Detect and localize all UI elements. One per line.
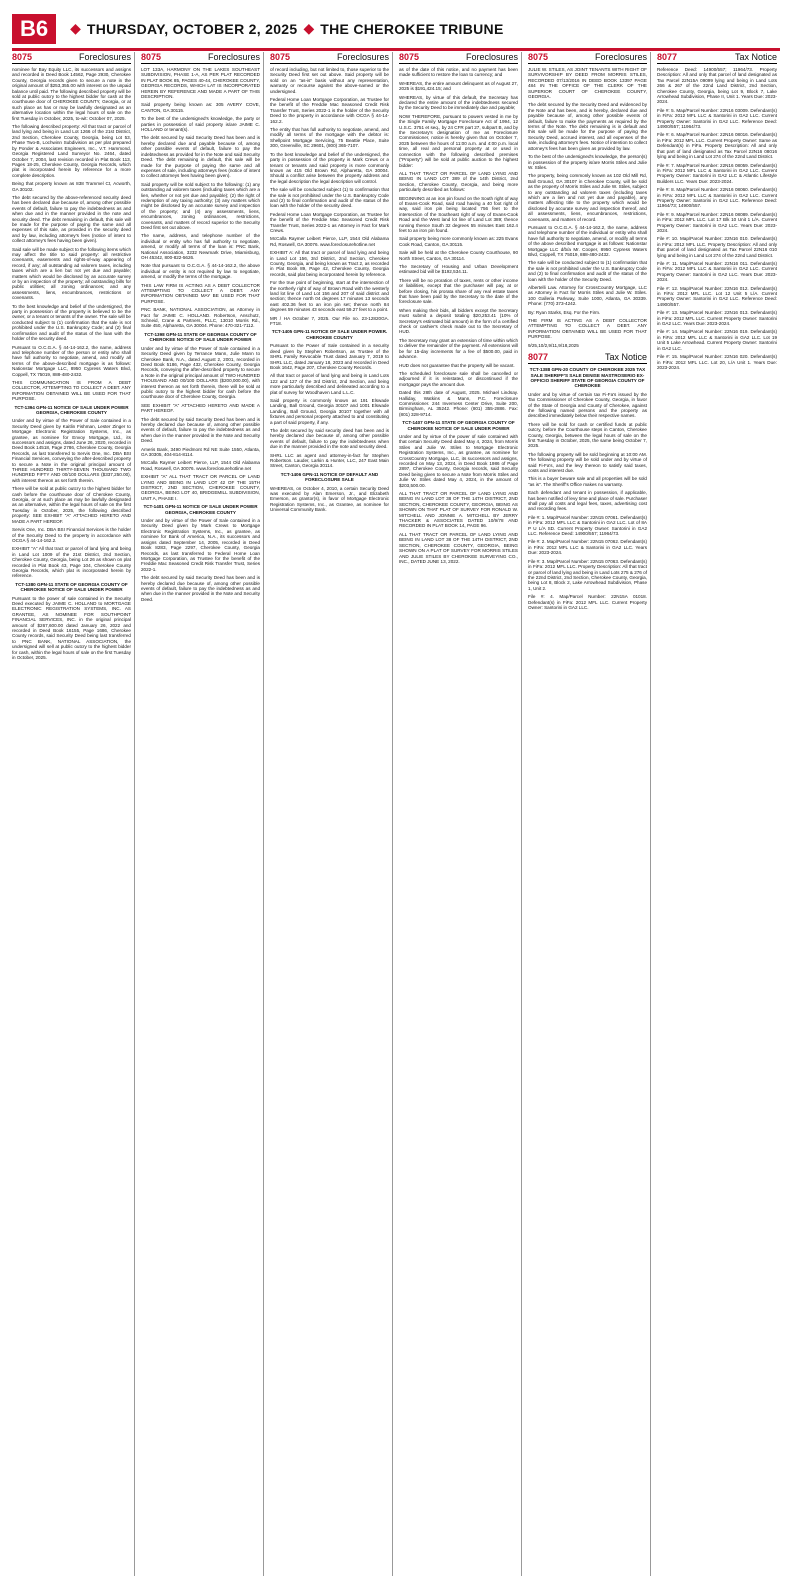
notice-paragraph: Each defendant and tenant in possession, if applicable, has been notified of levy time and place of sale. Purchaser shall pay all costs and legal fees, taxes, advertising cost and recording fees. (528, 490, 647, 512)
category-number: 8077 (657, 52, 678, 62)
column-header (399, 52, 518, 64)
notice-paragraph: By: Ryan Starks, Esq. For the Firm. (528, 309, 601, 315)
notice-paragraph: THIS LAW FIRM IS ACTING AS A DEBT COLLECTOR ATTEMPTING TO COLLECT A DEBT. ANY INFORMATION OBTAINED MAY BE USED FOR THAT PURPOSE. (141, 282, 260, 304)
notice-paragraph: SHRL LLC as agent and attorney-in-fact for Stephen Robertson. Lauder, Larkin & Hunter, LLC, 247 East Main Street, Canton, Georgia 30114. (270, 452, 389, 469)
notice-paragraph: File #: 5. Map/Parcel Number: 22N16 03009. Defendant(s) in FiFa: 2012 MFL LLC & Santorini in GA2 LLC. Current Property Owner: Santorini in GA2 LLC. Reference Deed: 14900/557; 11964/73. (657, 107, 777, 130)
notice-paragraph: The following property will be sold beginning at 10:00 AM. The following property will be sold under and by virtue of said Fi-Fa's, and the levy thereon to satisfy said taxes, costs and interest due. (528, 451, 647, 473)
issue-date: THURSDAY, OCTOBER 2, 2025 (86, 21, 298, 37)
notice-paragraph: WHEREAS, the entire amount delinquent as of August 27, 2025 is $191,424.15; and (399, 80, 518, 92)
notice-paragraph: Said property is commonly known as 191 Elswade Landing, Ball Ground, Georgia 30107 and 1001 Elswade Landing, Ball Ground, Georgia 30107 together with all fixtures and personal property attached to and constituting a part of said property, if any. (270, 397, 389, 425)
notice-paragraph: The following described property: All that tract or parcel of land lying and being in Land Lot 1266 of the 21st District, 2nd Section, Cherokee County, Georgia, being Lot 53, Phase Two-B, Lochwinn Subdivision as per plat prepared by Ponder & Associates Engineers, Inc., V.T. Hammond, Georgia Registered Land Surveyor No. 2464, dated October 7, 2004, last revision recorded in Plat Book 113, Pages 18-25, Cherokee County, Georgia Records, which plat is incorporated herein by reference for a more complete description. (12, 124, 131, 178)
notice-paragraph: Said property will be sold subject to the following: (1) any outstanding ad valorem taxes (including taxes which are a lien, whether or not yet due and payable); (2) the right of redemption of any taxing authority; (3) any matters which might be disclosed by an accurate survey and inspection of the property; and (4) any assessments, liens, encumbrances, zoning ordinances, restrictions, covenants, and matters of record superior to the Security Deed first set out above. (141, 181, 260, 230)
column-subheader (528, 352, 647, 364)
notice-paragraph: Under and by virtue of the Power of Sale contained in a Security Deed given by Terrance Mann, Julie Mann to Cherokee Bank, N.A., dated August 2, 2001, recorded in Deed Book 5186, Page 432, Cherokee County, Georgia Records, conveying the after-described property to secure a Note in the original principal amount of TWO HUNDRED THOUSAND AND 00/100 DOLLARS ($200,000.00), with interest thereon as set forth therein, there will be sold at public outcry to the highest bidder for cash before the courthouse door of Cherokee County, Georgia. (141, 345, 260, 400)
notice-paragraph: Pursuant to O.C.G.A. § 44-14-162.2, the name, address and telephone number of the person or entity who shall have full authority to negotiate, amend, and modify all terms of the above-described mortgage is as follows: Nationstar Mortgage LLC, 8950 Cypress Waters Blvd, Coppell, TX 75019, 888-480-2432. (12, 344, 131, 377)
column-6 (657, 52, 780, 1576)
notice-paragraph: EXHIBIT "A" ALL THAT TRACT OR PARCEL OF LAND LYING AND BEING IN LAND LOT 42 OF THE 15TH DISTRICT, 2ND SECTION, CHEROKEE COUNTY, GEORGIA, BEING LOT 40, BRIDGEMILL SUBDIVISION, UNIT A, PHASE I. (141, 474, 260, 501)
notice-paragraph: The entity that has full authority to negotiate, amend, and modify all terms of the mortgage with the debtor is: Shellpoint Mortgage Servicing, 75 Beattie Place, Suite 300, Greenville, SC 29601, (800) 365-7107. (270, 127, 389, 149)
notice-paragraph: Pursuant to the power of sale contained in the Security Deed executed by JAIME C. HOLLAND to MORTGAGE ELECTRONIC REGISTRATION SYSTEMS, INC. AS GRANTEE, AS NOMINEE FOR SOUTHPOINT FINANCIAL SERVICES, INC. in the original principal amount of $267,600.00 dated January 26, 2022 and recorded in Deed Book 16155, Page 1686, Cherokee County records, said Security Deed being last transferred to PNC BANK, NATIONAL ASSOCIATION, the undersigned will sell at public outcry to the highest bidder for cash, within the legal hours of sale on the first Tuesday in October, 2025. (12, 595, 131, 661)
notice-paragraph: McCalla Raymer Leibert Pierce, LLP, 1544 Old Alabama Rd, Roswell, GA 30076. www.foreclosurehotline.net (270, 236, 389, 247)
notice-paragraph: Being that property known as 838 Trammel Ct, Acworth, GA 30102. (12, 181, 131, 192)
category-name: Foreclosures (336, 52, 389, 62)
notice-paragraph: MR / HA October 7, 2025. Our File no. 23-12820GA. FT18. (270, 315, 389, 327)
category-number: 8075 (12, 52, 33, 62)
notice-paragraph: The debt secured by said security deed has been and is hereby declared due because of, among other possible events of default, failure to pay the indebtedness when due in the manner provided in the note and security deed. (270, 427, 389, 450)
notice-paragraph: There will be sold at public outcry to the highest bidder for cash before the courthouse door of Cherokee County, Georgia, or at such place as may be lawfully designated as an alternative, within the legal hours of sale on the first Tuesday in October, 2025, the following described property: SEE EXHIBIT "A" ATTACHED HERETO AND MADE A PART HEREOF. (12, 486, 131, 524)
notice-paragraph: JULIE W. STILES, AS JOINT TENANTS WITH RIGHT OF SURVIVORSHIP BY DEED FROM MORRIS STILES, RECORDED 07/13/2016 IN DEED BOOK 13397 PAGE 484 IN THE OFFICE OF THE CLERK OF THE SUPERIOR COURT OF CHEROKEE COUNTY, GEORGIA. (528, 67, 647, 100)
newspaper-name: THE CHEROKEE TRIBUNE (320, 21, 504, 37)
notice-paragraph: THE FIRM IS ACTING AS A DEBT COLLECTOR ATTEMPTING TO COLLECT A DEBT. ANY INFORMATION OBTAINED WILL BE USED FOR THAT PURPOSE. (528, 318, 647, 340)
notice-paragraph: To the best knowledge and belief of the undersigned, the party in possession of the property is believed to be the owner, or a tenant or tenants of the owner. The sale will be conducted subject to (1) confirmation that the sale is not prohibited under the U.S. Bankruptcy Code; and (2) final confirmation and audit of the status of the loan with the holder of the security deed. (12, 303, 131, 342)
notice-paragraph: Under and by virtue of the Power of Sale contained in a Security Deed given by Kaitlin Fishman, Lester Zinger to Mortgage Electronic Registration Systems, Inc., as grantee, as nominee for Envoy Mortgage, Ltd., its successors and assigns, dated June 26, 2020, recorded in Deed Book 14518, Page 2786, Cherokee County, Georgia Records, as last transferred to Servis One, Inc. DBA BSI Financial Services, conveying the after-described property to secure a Note in the original principal amount of THREE HUNDRED THIRTY-SEVEN THOUSAND TWO HUNDRED FIFTY AND 00/100 DOLLARS ($337,250.00), with interest thereon as set forth therein. (12, 418, 131, 483)
notice-paragraph: WHEREAS, by virtue of this default, the Secretary has declared the entire amount of the indebtedness secured by the Security Deed to be immediately due and payable; (399, 94, 518, 111)
column-body (270, 67, 389, 513)
column-5 (528, 52, 651, 1576)
notice-paragraph: Said sale will be made subject to the following items which may affect the title to said property: all restrictive covenants, easements and rights-of-way appearing of record, if any; all outstanding ad valorem taxes, including taxes which are a lien but not yet due and payable; matters which would be disclosed by an accurate survey or by an inspection of the property; all outstanding bills for public utilities; all zoning ordinances; and any assessments, liens, encumbrances, restrictions or covenants. (12, 246, 131, 301)
notice-paragraph: The scheduled foreclosure sale shall be cancelled or adjourned if it is reinstated, or discontinued if the mortgagor pays the amount due. (399, 370, 518, 387)
notice-paragraph: File #: 13. Map/Parcel Number: 22N16 013. Defendant(s) in FiFa: 2012 MFL LLC. Current Property Owner: Santorini in GA2 LLC. Years Due: 2023-2024. (657, 310, 777, 327)
column-2 (141, 52, 264, 1576)
category-number: 8075 (528, 52, 549, 62)
notice-paragraph: File #: 9. Map/Parcel Number: 22N16 08089. Defendant(s) in FiFa: 2012 MFL LLC. Lot 17 Blk 10 Unit 1 L/A. Current Property Owner: Santorini in GA2 LLC. Years Due: 2023-2024. (657, 211, 777, 233)
notice-paragraph: Ameris Bank, 3490 Piedmont Rd NE Suite 1550, Atlanta, GA 30305, 404-814-8114. (141, 446, 260, 457)
notice-paragraph: File #: 12. Map/Parcel Number: 22N16 012. Defendant(s) in FiFa: 2012 MFL LLC. Lot 12 Unit 5 L/A. Current Property Owner: Santorini in GA2 LLC. Reference Deed: 14900/557. (657, 285, 777, 307)
notice-paragraph: WHEREAS, on October 4, 2010, a certain Security Deed was executed by Alan Emerson, Jr., and Elizabeth Emerson, as grantor(s), in favor of Mortgage Electronic Registration Systems, Inc., as Grantee, as nominee for Universal Community Bank. (270, 485, 389, 513)
notice-paragraph: McCalla Raymer Leibert Pierce, LLP, 1544 Old Alabama Road, Roswell, GA 30076. www.foreclosurehotline.net (141, 460, 260, 471)
column-header (657, 52, 777, 64)
column-1 (12, 52, 135, 1576)
notice-paragraph: HUD does not guarantee that the property will be vacant. (399, 362, 515, 368)
notice-paragraph: Note that pursuant to O.C.G.A. § 44-14-162.2, the above individual or entity is not required by law to negotiate, amend, or modify the terms of the mortgage. (141, 263, 260, 280)
notice-paragraph: Reference Deed: 14900/557; 11964/73. Property Description: All and only that parcel of land designated as Tax Parcel 22N15A 09099 lying and being in Land Lots 266 & 267 of the 22nd Land District, 2nd Section, Cherokee County, Georgia, being Lot 9, Block 7, Lake Arrowhead Subdivision, Phase II, Unit 1. Years Due: 2023-2024. (657, 67, 777, 105)
notice-paragraph: PNC BANK, NATIONAL ASSOCIATION, as Attorney in Fact for JAIME C. HOLLAND. Robertson, Anschutz, Schneid, Crane & Partners, PLLC, 13010 Morris Rd., Suite 450, Alpharetta, GA 30004. Phone: 470-321-7112. (141, 307, 260, 329)
column-body (657, 67, 777, 370)
page-number: B6 (12, 14, 56, 44)
notice-paragraph: Under and by virtue of the Power of Sale contained in a Security Deed given by Mark Crews to Mortgage Electronic Registration Systems, Inc., as grantee, as nominee for Bank of America, N.A., its successors and assigns dated September 14, 2005, recorded in Deed Book 8283, Page 2297, Cherokee County, Georgia Records, as last transferred to Federal Home Loan Mortgage Corporation, as Trustee for the benefit of the Freddie Mac Seasoned Credit Risk Transfer Trust, Series 2022-1. (141, 518, 260, 572)
notice-paragraph: TCT-1380 GPN-11 STATE OF GEORGIA COUNTY OF CHEROKEE NOTICE OF SALE UNDER POWER (15, 581, 128, 593)
notice-paragraph: The Secretary may grant an extension of time within which to deliver the remainder of the payment. All extensions will be for 15-day increments for a fee of $500.00, paid in advance. (399, 337, 518, 360)
notice-paragraph: Under and by virtue of certain tax Fi-Fa's issued by the Tax Commissioner of Cherokee County, Georgia, in favor of the State of Georgia and County of Cherokee, against the following named persons and the property as described immediately below their respective names. (528, 391, 647, 419)
notice-paragraph: File #: 7. Map/Parcel Number: 22N16 08059. Defendant(s) in FiFa: 2012 MFL LLC & Santorini in GA2 LLC. Current Property Owner: Santorini in GA2 LLC & Atlantic Lifestyle Builders LLC. Years Due: 2023-2024. (657, 162, 777, 184)
separator-dot-icon: ◆ (303, 21, 315, 37)
notice-paragraph: The property, being commonly known as 102 Old Mill Rd, Ball Ground, GA 30107 in Cherokee County, will be sold as the property of Morris Stiles and Julie W. Stiles, subject to any outstanding ad valorem taxes (including taxes which are a lien and not yet due and payable), any matters affecting title to the property which would be disclosed by accurate survey and inspection thereof, and all assessments, liens, encumbrances, restrictions, covenants, and matters of record. (528, 173, 647, 222)
notice-paragraph: THIS COMMUNICATION IS FROM A DEBT COLLECTOR, ATTEMPTING TO COLLECT A DEBT. ANY INFORMATION OBTAINED WILL BE USED FOR THAT PURPOSE. (12, 379, 131, 402)
notice-paragraph: The debt secured by said Security Deed has been and is hereby declared due because of, among other possible events of default, failure to pay the indebtedness as and when due in the manner provided in the Note and Security Deed. (141, 416, 260, 444)
notice-paragraph: For the true point of beginning, start at the intersection of the northerly right of way of Brown Road with the westerly land lot line of Land Lot 156 and 207 of said district and section; thence north 04 degrees 17 minutes 13 seconds east 402.36 feet to an iron pin set; thence north 84 degrees 59 minutes 43 seconds east 59.27 feet to a point. (270, 280, 389, 313)
notice-paragraph: File #: 2. Map/Parcel Number: 22N15 07062. Defendant(s) in FiFa: 2012 MFL LLC & Santorini in GA2 LLC. Years Due: 2023-2024. (528, 539, 647, 556)
notice-paragraph: The sale will be conducted subject (1) to confirmation that the sale is not prohibited under the U.S. Bankruptcy Code and (2) to final confirmation and audit of the status of the loan with the holder of the security deed. (270, 187, 389, 209)
notice-paragraph: of record including, but not limited to, those superior to the Security Deed first set out above. Said property will be sold on an "as-is" basis without any representation, warranty or recourse against the above-named or the undersigned. (270, 67, 389, 94)
notice-paragraph: Said property being known as: 305 AVERY COVE, CANTON, GA 30115. (141, 102, 260, 113)
notice-paragraph: TCT-1406 GPN-11 NOTICE OF DEFAULT AND FORECLOSURE SALE (280, 471, 379, 483)
notice-paragraph: The Secretary of Housing and Urban Development estimated bid will be $192,534.11. (399, 264, 518, 275)
notice-paragraph: Federal Home Loan Mortgage Corporation, as Trustee for the benefit of the Freddie Mac Seasoned Credit Risk Transfer Trust, Series 2022-1 as Attorney in Fact for Mark Crews. (270, 211, 389, 233)
column-body (141, 67, 260, 602)
notice-paragraph: To the best knowledge and belief of the undersigned, the party in possession of the property is Mark Crews or a tenant or tenants and said property is more commonly known as 415 Old Brown Rd, Alpharetta, GA 30004. Should a conflict arise between the property address and the legal description the legal description will control. (270, 151, 389, 184)
notice-paragraph: TCT-1405 GPN-11 NOTICE OF SALE UNDER POWER. CHEROKEE COUNTY (271, 329, 388, 340)
category-name: Foreclosures (465, 52, 518, 62)
notice-paragraph: There will be sold for cash or certified funds at public outcry, before the Courthouse steps in Canton, Cherokee County, Georgia, between the legal hours of sale on the first Tuesday in October, 2025, the same being October 7, 2025. (528, 421, 647, 449)
notice-paragraph: There will be no proration of taxes, rents or other income or liabilities, except that the purchaser will pay, at or before closing, his prorata share of any real estate taxes that have been paid by the Secretary to the date of the foreclosure sale. (399, 277, 518, 305)
column-header (12, 52, 131, 64)
category-name: Tax Notice (604, 352, 647, 363)
notice-paragraph: File #: 4. Map/Parcel Number: 22N15A 01018. Defendant(s) in FiFa: 2012 MFL LLC. Current Property Owner: Santorini in GA2 LLC. (528, 594, 647, 610)
notice-paragraph: ALL THAT TRACT OR PARCEL OF LAND LYING AND BEING IN LAND LOT 38 OF THE 14TH DISTRICT, 2ND SECTION, CHEROKEE COUNTY, GEORGIA, BEING SHOWN ON A PLAT OF SURVEY FOR MORRIS STILES AND JULIE STILES BY CHEROKEE SURVEYING CO., INC., DATED JUNE 13, 2022. (399, 531, 518, 564)
notice-paragraph: Sale will be held at the Cherokee County Courthouse, 90 North Street, Canton, GA 30114. (399, 250, 518, 261)
notice-paragraph: To the best of the undersigned's knowledge, the person(s) in possession of the property is/are Morris Stiles and Julie W. Stiles. (528, 154, 647, 170)
column-4 (399, 52, 522, 1576)
notice-paragraph: File #: 14. Map/Parcel Number: 22N16 019. Defendant(s) in FiFa: 2012 MFL LLC & Santorini in GA2 LLC. Lot 19 Unit 5 Lake Arrowhead. Current Property Owner: Santorini in GA2 LLC. (657, 329, 777, 351)
category-name: Tax Notice (734, 52, 777, 62)
notice-paragraph: Dated this 28th date of August, 2025. Michael Lindsay. Halliday, Watkins & Mann, P.C. Foreclosure Commissioner. 244 Inverness Center Drive, Suite 200, Birmingham, AL 35242. Phone: (801) 355-2886. Fax: (801) 328-9714. (399, 390, 518, 417)
notice-paragraph: nominee for Bay Equity LLC, its successors and assigns and recorded in Deed Book 14562, Page 2930, Cherokee County, Georgia records given to secure a note in the original amount of $253,355.00 with interest on the unpaid balance until paid. The following described property will be sold at public outcry to the highest bidder for cash at the courthouse door of CHEROKEE COUNTY, Georgia, or at such place as has or may be lawfully designated as an alternative location within the legal hours of sale on the first Tuesday in October, 2025, to-wit: October 07, 2025. (12, 67, 131, 121)
notice-paragraph: When making their bids, all bidders except the Secretary must submit a deposit totaling $20,253.41 (10% of Secretary's estimated bid amount) in the form of a certified check or cashier's check made out to the Secretary of HUD. (399, 307, 518, 335)
category-name: Foreclosures (594, 52, 647, 62)
column-header (270, 52, 389, 64)
classified-columns (12, 52, 780, 1576)
notice-paragraph: The debt secured by said Security Deed has been and is hereby declared due and payable because of, among other possible events of default, failure to pay the indebtedness as provided for in the Note and said Security Deed. The debt remaining in default, this sale will be made for the purpose of paying the same and all expenses of sale, including attorneys fees (notice of intent to collect attorneys fees having been given). (141, 135, 261, 179)
notice-paragraph: Federal Home Loan Mortgage Corporation, as Trustee for the benefit of the Freddie Mac Seasoned Credit Risk Transfer Trust, Series 2022-1 is the holder of the Security Deed to the property in accordance with OCGA § 44-14-162.2. (270, 97, 389, 124)
notice-paragraph: SEE EXHIBIT "A" ATTACHED HERETO AND MADE A PART HEREOF. (141, 402, 260, 414)
column-body (399, 67, 518, 564)
notice-paragraph: The sale will be conducted subject to (1) confirmation that the sale is not prohibited under the U.S. Bankruptcy Code and (2) to final confirmation and audit of the status of the loan with the holder of the Security Deed. (528, 260, 647, 282)
column-3 (270, 52, 393, 1576)
notice-paragraph: File #: 15. Map/Parcel Number: 22N16 020. Defendant(s) in FiFa: 2012 MFL LLC. Lot 20, L/A Unit 1. Years Due: 2023-2024. (657, 354, 777, 370)
notice-paragraph: The debt secured by the above-referenced security deed has been declared due because of, among other possible events of default, failure to pay the indebtedness as and when due and in the manner provided in the note and security deed. The debt remaining in default, this sale will be made for the purpose of paying the same and all expenses of this sale, as provided in the security deed and by law, including attorney's fees (notice of intent to collect attorney's fees having been given). (12, 194, 131, 244)
column-body (12, 67, 131, 660)
masthead (12, 10, 780, 51)
notice-paragraph: TCT-1388 GPN-20 COUNTY OF CHEROKEE 2025 TAX SALE SHERIFF'S SALE DENISE MASTROSERIO EX-OFFICIO SHERIFF STATE OF GEORGIA COUNTY OF CHEROKEE (529, 367, 646, 389)
category-number: 8075 (399, 52, 420, 62)
notice-paragraph: ALL THAT TRACT OR PARCEL OF LAND LYING AND BEING IN LAND LOT 38 OF THE 14TH DISTRICT, 2ND SECTION, CHEROKEE COUNTY, GEORGIA, BEING AS SHOWN ON THAT PLAT OF SURVEY FOR RONALD W. MITCHELL AND JONNIE A. MITCHELL BY JERRY THACKER & ASSOCIATES DATED 10/9/78 AND RECORDED IN PLAT BOOK 14, PAGE 96. (399, 491, 518, 529)
notice-paragraph: File #: 10. Map/Parcel Number: 22N16 010. Defendant(s) in FiFa: 2012 MFL LLC. Property Description: All and only that parcel of land designated as Tax Parcel 22N16 010 lying and being in Land Lot 274 of the 22nd Land District. (657, 236, 777, 258)
notice-paragraph: File #: 6. Map/Parcel Number: 22N16 08016. Defendant(s) in FiFa: 2012 MFL LLC. Current Property Owner: Same as Defendant(s) in FiFa. Property Description: All and only that part of land designated as Tax Parcel 22N16 08016 lying and being in Land Lot 274 of the 22nd Land District. (657, 132, 777, 160)
notice-paragraph: 9/25,10/2,9/11,9/18,2025 (528, 342, 579, 348)
notice-paragraph: EXHIBIT A: All that tract or parcel of land lying and being in Land Lot 156, 3rd District, 2nd Section, Cherokee County, Georgia, and being known as Tract 2, as recorded in Plat Book 89, Page 42, Cherokee County, Georgia records, said plat being incorporated herein by reference. (270, 250, 389, 277)
notice-paragraph: This is a buyer beware sale and all properties will be sold "as is". The Sheriff's Office makes no warranty. (528, 476, 647, 487)
notice-paragraph: The debt secured by said Security Deed has been and is hereby declared due because of, among other possible events of default, failure to pay the indebtedness as and when due in the manner provided in the Note and Security Deed. (141, 575, 260, 602)
notice-paragraph: The name, address, and telephone number of the individual or entity who has full authority to negotiate, amend, or modify all terms of the loan is: PNC Bank, National Association, 3232 Newmark Drive, Miamisburg, OH 45342, 800-822-5626. (141, 233, 260, 260)
category-number: 8075 (270, 52, 291, 62)
notice-paragraph: TCT-1398 GPN-11 STATE OF GEORGIA COUNTY OF CHEROKEE NOTICE OF SALE UNDER POWER (144, 331, 257, 343)
notice-paragraph: as of the date of this notice, and no payment has been made sufficient to restore the loan to currency; and (399, 67, 518, 78)
notice-paragraph: Servis One, Inc. DBA BSI Financial Services is the holder of the Security Deed to the property in accordance with OCGA § 44-14-162.2. (12, 527, 131, 543)
separator-dot-icon: ◆ (70, 21, 81, 37)
notice-paragraph: EXHIBIT "A" All that tract or parcel of land lying and being in Land Lot 1009 of the 21st District, 2nd Section, Cherokee County, Georgia, being Lot 26 as shown on plat recorded in Plat Book 43, Page 104, Cherokee County Georgia Records, which plat is incorporated herein by reference. (12, 546, 131, 579)
notice-paragraph: File #: 3. Map/Parcel Number: 22N15 07063. Defendant(s) in FiFa: 2012 MFL LLC. Property Description: All that tract or parcel of land lying and being in Land Lots 275 & 276 of the 22nd District, 2nd Section, Cherokee County, Georgia, being Lot 8, Block 2, Lake Arrowhead Subdivision, Phase 1, Unit 2. (528, 558, 647, 591)
category-number: 8077 (528, 352, 549, 363)
notice-paragraph: TCT-1394 GPN-11 NOTICE OF SALE UNDER POWER GEORGIA, CHEROKEE COUNTY (14, 404, 129, 415)
notice-paragraph: File #: 8. Map/Parcel Number: 22N16 08060. Defendant(s) in FiFa: 2012 MFL LLC & Santorini in GA2 LLC. Current Property Owner: Santorini in GA2 LLC. Reference Deed: 11964/73; 14900/557. (657, 187, 777, 209)
notice-paragraph: ALL THAT TRACT OR PARCEL OF LAND LYING AND BEING IN LAND LOT 389 of the 14th District, 2nd Section, Cherokee County, Georgia, and being more particularly described as follows: (399, 170, 518, 193)
category-name: Foreclosures (78, 52, 131, 62)
notice-paragraph: TCT-1407 GPN-11 STATE OF GEORGIA COUNTY OF CHEROKEE NOTICE OF SALE UNDER POWER (402, 420, 515, 431)
notice-paragraph: File #: 1. Map/Parcel Number: 22N15 07061. Defendant(s) in FiFa: 2012 MFL LLC & Santorini in GA2 LLC. Lot of 8A P U L/A SD. Current Property Owner: Santorini in GA2 LLC. Reference Deed: 14900/557; 11964/73. (528, 514, 647, 537)
notice-paragraph: To the best of the undersigned's knowledge, the party or parties in possession of said property is/are JAIME C. HOLLAND or tenant(s). (141, 116, 260, 133)
notice-paragraph: BEGINNING at an iron pin found on the South right of way of Evans-Cook Road, said road having a 40 foot right of way, said iron pin being located 756 feet to the intersection of the Southeast right of way of Evans-Cook Road and the West land lot line of Land Lot 389; thence running thence South 32 degrees 55 minutes East 162.4 feet to an iron pin found. (399, 195, 518, 233)
notice-paragraph: All that tract or parcel of land lying and being in Land Lots 122 and 127 of the 3rd District, 2nd Section, and being more particularly described and delineated according to a plat of survey for Woodhaven Land L.L.C. (270, 373, 389, 395)
column-header (141, 52, 260, 64)
notice-paragraph: Pursuant to the Power of Sale contained in a security deed given by Stephen Robertson, as Trustee of the SHRL Family Revocable Trust dated January 7, 2019 to SHRL LLC, dated January 18, 2023 and recorded in Deed Book 1642, Page 207, Cherokee County Records. (270, 343, 389, 370)
notice-paragraph: Pursuant to O.C.G.A. § 44-14-162.2, the name, address and telephone number of the individual or entity who shall have full authority to negotiate, amend, or modify all terms of the above described mortgage is as follows: Nationstar Mortgage LLC d/b/a Mr. Cooper, 8950 Cypress Waters Blvd, Coppell, TX 75019, 888-480-2432. (528, 224, 647, 257)
notice-paragraph: LOT 133A, HARMONY ON THE LAKES SOUTHEAST SUBDIVISION, PHASE 1-A, AS PER PLAT RECORDED IN PLAT BOOK 85, PAGES 40-44, CHEROKEE COUNTY, GEORGIA RECORDS, WHICH LAT IS INCORPORATED HEREIN BY REFERENCE AND MADE A PART OF THIS DESCRIPTION. (141, 67, 260, 100)
category-number: 8075 (141, 52, 162, 62)
column-body-tax (528, 367, 647, 610)
notice-paragraph: TCT-1401 GPN-11 NOTICE OF SALE UNDER POWER GEORGIA, CHEROKEE COUNTY (143, 504, 258, 515)
notice-paragraph: Said property being more commonly known as: 225 Evans Cook Road, Canton, GA 30115. (399, 236, 518, 247)
notice-paragraph: Under and by virtue of the power of sale contained with that certain Security Deed dated May 4, 2024, from Morris Stiles and Julie W. Stiles to Mortgage Electronic Registration Systems, Inc., as grantee, as nominee for CrossCountry Mortgage, LLC, its successors and assigns, recorded on May 13, 2024, in Deed Book 1986 of Page 2897, Cherokee County, Georgia records, said Security Deed being given to secure a Note from Morris Stiles and Julie W. Stiles dated May 4, 2024, in the amount of $203,500.00. (399, 433, 518, 488)
column-header (528, 52, 647, 64)
category-name: Foreclosures (207, 52, 260, 62)
notice-paragraph: The debt secured by the Security Deed and evidenced by the Note and has been, and is hereby, declared due and payable because of, among other possible events of default, failure to make the payments as required by the terms of the Note. The debt remaining is in default and this sale will be made for the purpose of paying the Security Deed, accrued interest, and all expenses of the sale, including attorney's fees. Notice of intention to collect attorney's fees has been given as provided by law. (528, 102, 647, 151)
notice-paragraph: Albertelli Law. Attorney for CrossCountry Mortgage, LLC as Attorney in Fact for Morris Stiles and Julie W. Stiles. 100 Galleria Parkway, Suite 1000, Atlanta, GA 30339. Phone: (770) 373-4242. (528, 285, 647, 307)
notice-paragraph: NOW THEREFORE, pursuant to powers vested in me by the Single Family Mortgage Foreclosure Act of 1994, 12 U.S.C. 3751 et seq., by 24 CFR part 27, subpart B, and by the Secretary's designation of me as Foreclosure Commissioner, notice is hereby given that on October 7, 2025 between the hours of 11:00 a.m. and 4:00 p.m. local time, all real and personal property at or used in connection with the following described premises ("Property") will be sold at public auction to the highest bidder: (399, 113, 518, 168)
notice-paragraph: File #: 11. Map/Parcel Number: 22N16 011. Defendant(s) in FiFa: 2012 MFL LLC & Santorini in GA2 LLC. Current Property Owner: Santorini in GA2 LLC. Years Due: 2023-2024. (657, 261, 777, 283)
column-body (528, 67, 647, 348)
